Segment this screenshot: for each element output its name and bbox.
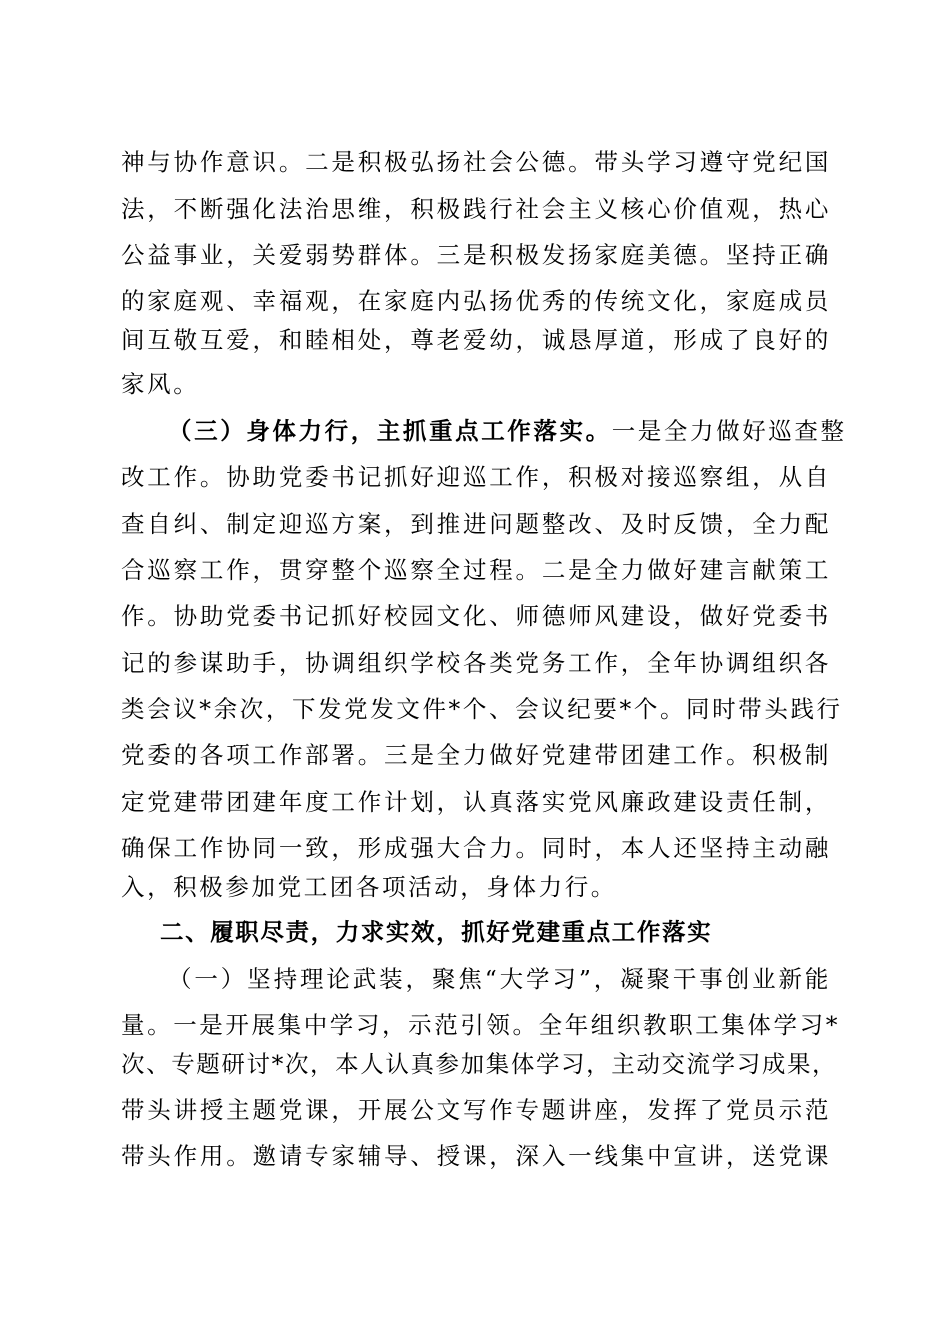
paragraph-line: 改工作。协助党委书记抓好迎巡工作，积极对接巡察组，从自 bbox=[121, 463, 831, 491]
paragraph-line: 党委的各项工作部署。三是全力做好党建带团建工作。积极制 bbox=[121, 741, 831, 769]
paragraph-line: 确保工作协同一致，形成强大合力。同时，本人还坚持主动融 bbox=[121, 834, 831, 862]
section-heading: 二、履职尽责，力求实效，抓好党建重点工作落实 bbox=[160, 918, 713, 946]
paragraph-line: 次、专题研讨*次，本人认真参加集体学习，主动交流学习成果， bbox=[121, 1050, 838, 1078]
paragraph-line: 合巡察工作，贯穿整个巡察全过程。二是全力做好建言献策工 bbox=[121, 556, 831, 584]
paragraph-line: 量。一是开展集中学习，示范引领。全年组织教职工集体学习* bbox=[121, 1011, 841, 1039]
paragraph-line: 带头讲授主题党课，开展公文写作专题讲座，发挥了党员示范 bbox=[121, 1096, 831, 1124]
paragraph-first-line bbox=[168, 416, 847, 446]
paragraph-line: 作。协助党委书记抓好校园文化、师德师风建设，做好党委书 bbox=[121, 602, 831, 630]
paragraph-line: 类会议*余次，下发党发文件*个、会议纪要*个。同时带头践行 bbox=[121, 695, 843, 723]
paragraph-line: 法，不断强化法治思维，积极践行社会主义核心价值观，热心 bbox=[121, 195, 831, 223]
paragraph-line: 公益事业，关爱弱势群体。三是积极发扬家庭美德。坚持正确 bbox=[121, 241, 831, 269]
subsection-heading: （三）身体力行，主抓重点工作落实。 bbox=[168, 417, 612, 445]
paragraph-line: 的家庭观、幸福观，在家庭内弘扬优秀的传统文化，家庭成员 bbox=[121, 287, 831, 315]
paragraph-line: 记的参谋助手，协调组织学校各类党务工作，全年协调组织各 bbox=[121, 649, 831, 677]
paragraph-line: 神与协作意识。二是积极弘扬社会公德。带头学习遵守党纪国 bbox=[121, 148, 831, 176]
paragraph-line: 查自纠、制定迎巡方案，到推进问题整改、及时反馈，全力配 bbox=[121, 510, 831, 538]
paragraph-first-line: （一）坚持理论武装，聚焦“大学习”，凝聚干事创业新能 bbox=[168, 965, 831, 993]
paragraph-line: 间互敬互爱，和睦相处，尊老爱幼，诚恳厚道，形成了良好的 bbox=[121, 326, 831, 354]
paragraph-line: 带头作用。邀请专家辅导、授课，深入一线集中宣讲，送党课 bbox=[121, 1142, 831, 1170]
paragraph-line: 家风。 bbox=[121, 370, 200, 398]
paragraph-text: 一是全力做好巡查整 bbox=[611, 417, 847, 445]
paragraph-line: 入，积极参加党工团各项活动，身体力行。 bbox=[121, 873, 617, 901]
paragraph-line: 定党建带团建年度工作计划，认真落实党风廉政建设责任制， bbox=[121, 788, 831, 816]
